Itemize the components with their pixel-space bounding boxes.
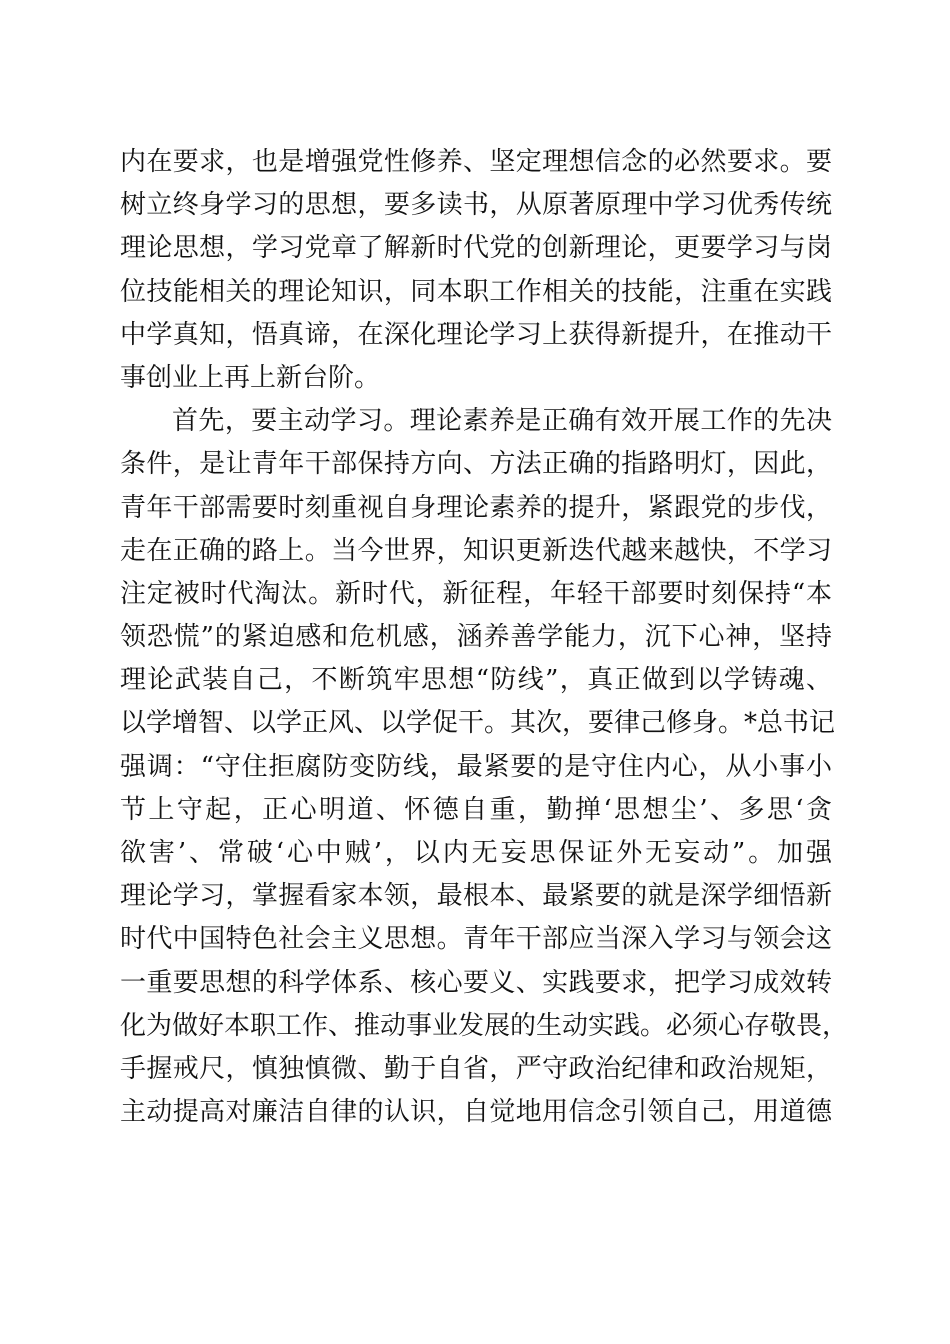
document-body — [120, 141, 849, 1134]
text-line: 中学真知，悟真谛，在深化理论学习上获得新提升，在推动干 — [120, 319, 832, 350]
text-line: 理论学习，掌握看家本领，最根本、最紧要的就是深学细悟新 — [120, 881, 832, 912]
text-line: 领恐慌”的紧迫感和危机感，涵养善学能力，沉下心神，坚持 — [120, 622, 832, 653]
paragraph-first-line: 首先，要主动学习。理论素养是正确有效开展工作的先决 — [172, 406, 832, 437]
text-line: 一重要思想的科学体系、核心要义、实践要求，把学习成效转 — [120, 967, 832, 998]
text-line: 树立终身学习的思想，要多读书，从原著原理中学习优秀传统 — [120, 190, 832, 221]
text-line: 青年干部需要时刻重视自身理论素养的提升，紧跟党的步伐， — [120, 492, 832, 523]
text-line: 条件，是让青年干部保持方向、方法正确的指路明灯，因此， — [120, 449, 832, 480]
text-line: 主动提高对廉洁自律的认识，自觉地用信念引领自己，用道德 — [120, 1097, 832, 1128]
text-line: 事创业上再上新台阶。 — [120, 362, 381, 393]
text-line: 强调：“守住拒腐防变防线，最紧要的是守住内心，从小事小 — [120, 751, 832, 782]
text-line: 欲害’、常破‘心中贼’，以内无妄思保证外无妄动”。加强 — [120, 838, 832, 868]
text-line: 时代中国特色社会主义思想。青年干部应当深入学习与领会这 — [120, 924, 832, 955]
text-line: 内在要求，也是增强党性修养、坚定理想信念的必然要求。要 — [120, 147, 832, 177]
text-line: 化为做好本职工作、推动事业发展的生动实践。必须心存敬畏， — [120, 1010, 849, 1041]
text-line: 理论武装自己，不断筑牢思想“防线”，真正做到以学铸魂、 — [120, 665, 832, 696]
text-line: 以学增智、以学正风、以学促干。其次，要律己修身。*总书记 — [120, 708, 836, 739]
text-line: 理论思想，学习党章了解新时代党的创新理论，更要学习与岗 — [120, 233, 832, 264]
text-line: 走在正确的路上。当今世界，知识更新迭代越来越快，不学习 — [120, 535, 832, 566]
text-line: 位技能相关的理论知识，同本职工作相关的技能，注重在实践 — [120, 276, 832, 307]
text-line: 注定被时代淘汰。新时代，新征程，年轻干部要时刻保持“本 — [120, 578, 832, 609]
text-line: 手握戒尺，慎独慎微、勤于自省，严守政治纪律和政治规矩， — [120, 1053, 832, 1084]
text-line: 节上守起，正心明道、怀德自重，勤掸‘思想尘’、多思‘贪 — [120, 794, 832, 825]
